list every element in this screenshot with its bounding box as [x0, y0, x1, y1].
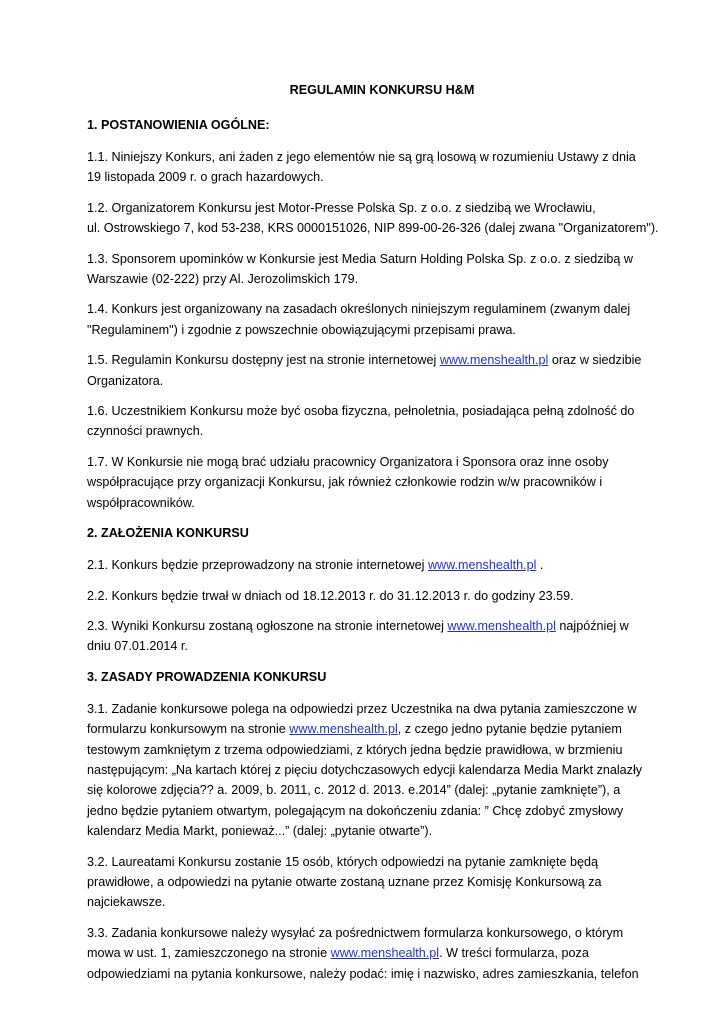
text-line: następującym: „Na kartach której z pięciu dotychczasowych edycji kalendarza Media Markt znalazły: [87, 762, 643, 777]
text-line: najciekawsze.: [87, 895, 166, 910]
text-line: współpracujące przy organizacji Konkursu, jak również członkowie rodzin w/w pracowników i: [87, 475, 603, 490]
text-line: odpowiedziami na pytania konkursowe, należy podać: imię i nazwisko, adres zamieszkania, telefon: [87, 966, 639, 981]
text-segment: mowa w ust. 1, zamieszczonego na stronie: [87, 946, 331, 961]
text-line: 1.4. Konkurs jest organizowany na zasadach określonych niniejszym regulaminem (zwanym dalej: [87, 302, 631, 317]
text-segment: 2.3. Wyniki Konkursu zostaną ogłoszone na stronie internetowej: [87, 618, 448, 633]
section-3-heading: 3. ZASADY PROWADZENIA KONKURSU: [87, 669, 327, 684]
document-body: [87, 80, 659, 994]
text-line: czynności prawnych.: [87, 424, 204, 439]
text-line: [87, 555, 647, 575]
menshealth-link[interactable]: www.menshealth.pl: [427, 558, 537, 573]
paragraph-1-6: [87, 401, 647, 442]
text-segment: 2.1. Konkurs będzie przeprowadzony na stronie internetowej: [87, 558, 428, 573]
paragraph-2-1: [87, 555, 647, 575]
menshealth-link[interactable]: www.menshealth.pl: [330, 946, 440, 961]
text-line: 1.7. W Konkursie nie mogą brać udziału pracownicy Organizatora i Sponsora oraz inne osoby: [87, 454, 609, 469]
text-line: [87, 350, 647, 370]
paragraph-1-2: [87, 198, 659, 239]
menshealth-link[interactable]: www.menshealth.pl: [439, 353, 549, 368]
text-line: jedno będzie pytaniem otwartym, polegającym na dokończeniu zdania: ” Chcę zdobyć zmysłowy: [87, 803, 624, 818]
text-line: 2.2. Konkurs będzie trwał w dniach od 18.12.2013 r. do 31.12.2013 r. do godziny 23.59.: [87, 588, 574, 603]
text-line: Warszawie (02-222) przy Al. Jerozolimskich 179.: [87, 272, 359, 287]
text-line: prawidłowe, a odpowiedzi na pytanie otwarte zostaną uznane przez Komisję Konkursową za: [87, 874, 602, 889]
menshealth-link[interactable]: www.menshealth.pl: [289, 722, 398, 737]
text-line: współpracowników.: [87, 495, 195, 510]
paragraph-2-3: [87, 616, 647, 657]
document-title: REGULAMIN KONKURSU H&M: [289, 83, 475, 97]
paragraph-1-5: [87, 350, 647, 391]
text-line: 19 listopada 2009 r. o grach hazardowych.: [87, 170, 324, 185]
text-line: 3.1. Zadanie konkursowe polega na odpowiedzi przez Uczestnika na dwa pytania zamieszczone w: [87, 701, 637, 716]
text-segment: najpóźniej w: [555, 618, 629, 633]
paragraph-3-1: [87, 699, 647, 842]
text-segment: .: [536, 558, 544, 573]
text-line: "Regulaminem") i zgodnie z powszechnie obowiązującymi przepisami prawa.: [87, 322, 516, 337]
paragraph-1-1: [87, 147, 647, 188]
text-line: 1.6. Uczestnikiem Konkursu może być osoba fizyczna, pełnoletnia, posiadająca pełną zdolność do: [87, 404, 635, 419]
text-line: [87, 616, 647, 636]
text-line: kalendarz Media Markt, ponieważ...” (dalej: „pytanie otwarte”).: [87, 824, 433, 839]
text-line: [87, 719, 647, 739]
text-segment: 1.5. Regulamin Konkursu dostępny jest na stronie internetowej: [87, 353, 440, 368]
text-segment: oraz w siedzibie: [548, 353, 642, 368]
text-line: Organizatora.: [87, 373, 164, 388]
text-line: 1.3. Sponsorem upominków w Konkursie jest Media Saturn Holding Polska Sp. z o.o. z siedzibą w: [87, 251, 634, 266]
menshealth-link[interactable]: www.menshealth.pl: [447, 618, 556, 633]
section-2-heading: 2. ZAŁOŻENIA KONKURSU: [87, 526, 249, 541]
text-line: 1.2. Organizatorem Konkursu jest Motor-Presse Polska Sp. z o.o. z siedzibą we Wrocławiu,: [87, 200, 596, 215]
paragraph-1-3: [87, 249, 647, 290]
paragraph-1-4: [87, 299, 647, 340]
text-line: ul. Ostrowskiego 7, kod 53-238, KRS 0000151026, NIP 899-00-26-326 (dalej zwana "Organizatorem").: [87, 221, 659, 236]
text-segment: formularzu konkursowym na stronie: [87, 722, 290, 737]
text-line: się kolorowe zdjęcia?? a. 2009, b. 2011, c. 2012 d. 2013. e.2014” (dalej: „pytanie zamknięte”), a: [87, 783, 621, 798]
text-line: 3.2. Laureatami Konkursu zostanie 15 osób, których odpowiedzi na pytanie zamknięte będą: [87, 854, 599, 869]
text-line: [87, 943, 647, 963]
section-1-heading: 1. POSTANOWIENIA OGÓLNE:: [87, 118, 270, 132]
text-line: 1.1. Niniejszy Konkurs, ani żaden z jego elementów nie są grą losową w rozumieniu Ustawy z dnia: [87, 150, 636, 164]
text-line: testowym zamkniętym z trzema odpowiedziami, z których jedna będzie prawidłowa, w brzmieniu: [87, 742, 623, 757]
text-segment: . W treści formularza, poza: [439, 946, 589, 961]
text-segment: , z czego jedno pytanie będzie pytaniem: [397, 722, 622, 737]
paragraph-3-3: [87, 923, 647, 984]
paragraph-1-7: [87, 452, 647, 513]
text-line: 3.3. Zadania konkursowe należy wysyłać za pośrednictwem formularza konkursowego, o którym: [87, 925, 624, 940]
text-line: dniu 07.01.2014 r.: [87, 639, 188, 654]
paragraph-3-2: [87, 852, 647, 913]
paragraph-2-2: [87, 586, 647, 606]
